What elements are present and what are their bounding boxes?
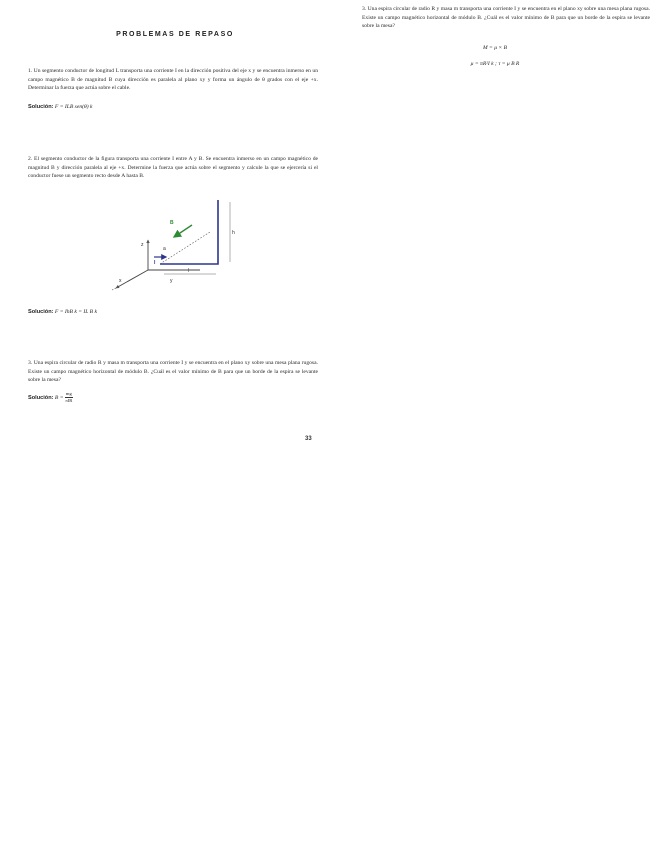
problem-2: [28, 155, 318, 181]
solution-3-fraction: [65, 391, 73, 404]
formula-1: M = μ × B: [482, 45, 508, 51]
label-h: h: [232, 230, 235, 236]
solution-3-numerator: mg: [65, 391, 72, 396]
solution-3: [28, 391, 73, 404]
problem-3: [28, 359, 318, 385]
page-title: PROBLEMAS DE REPASO: [116, 31, 234, 38]
page-number: 33: [305, 436, 312, 442]
label-y: y: [170, 278, 173, 284]
solution-1-value: F = ILB sen(θ) k: [54, 104, 93, 110]
solution-3-var: B =: [54, 394, 64, 401]
problem-2-number: 2.: [28, 156, 33, 162]
solution-2: [28, 309, 97, 315]
conductor-segment: [160, 200, 218, 264]
solution-2-value: F = IhB k = IL B k: [54, 309, 97, 315]
problem-1-number: 1.: [28, 68, 33, 74]
field-arrow-icon: [174, 225, 192, 237]
problem-3-text: Una espira circular de radio R y masa m transporta una corriente I y se encuentra en el plano xy sobre una mesa plana rugosa. Existe un campo magnético horizontal de módulo B. ¿Cuál es el valor mínimo de B para que un borde de la espira se levante sobre la mesa?: [28, 360, 318, 384]
problem-3-number: 3.: [28, 360, 33, 366]
solution-1-label: Solución:: [28, 104, 54, 110]
straight-segment-ab: [160, 232, 210, 264]
problem-2-text: El segmento conductor de la figura transporta una corriente I entre A y B. Se encuentra inmerso en un campo magnético de magnitud B y dirección paralela al eje +x. Determine la fuerza que actúa sobre el segmento y calcule la que se ejercería si el conductor fuese un segmento recto desde A hasta B.: [28, 156, 318, 180]
problem-1-text: Un segmento conductor de longitud L transporta una corriente I en la dirección positiva del eje x y se encuentra inmerso en un campo magnético B de magnitud B cuya dirección es paralela al plano xy y forma un ángulo de θ grados con el eje +x. Determinar la fuerza que actúa sobre el cable.: [28, 68, 318, 92]
solution-1: [28, 104, 92, 110]
solution-3-label: Solución:: [28, 394, 54, 401]
solution-3-denominator: πIR: [65, 398, 73, 403]
solution-2-label: Solución:: [28, 309, 54, 315]
label-z: z: [141, 242, 144, 248]
label-x: x: [119, 278, 122, 284]
problem-1: [28, 67, 318, 93]
label-l: l: [188, 268, 190, 274]
label-i: I: [154, 260, 156, 266]
right-column-text: 3. Una espira circular de radio R y masa m transporta una corriente I y se encuentra en el plano xy sobre una mesa plana rugosa. Existe un campo magnético horizontal de módulo B. ¿Cuál es el valor mínimo de B para que un borde de la espira se levante sobre la mesa?: [362, 6, 650, 30]
formula-2: μ = πR²I k ; τ = μ B R: [470, 61, 520, 67]
conductor-figure: [110, 192, 245, 292]
label-b: B: [170, 220, 174, 226]
label-a: a: [163, 246, 166, 252]
x-axis-dash: [112, 288, 116, 290]
